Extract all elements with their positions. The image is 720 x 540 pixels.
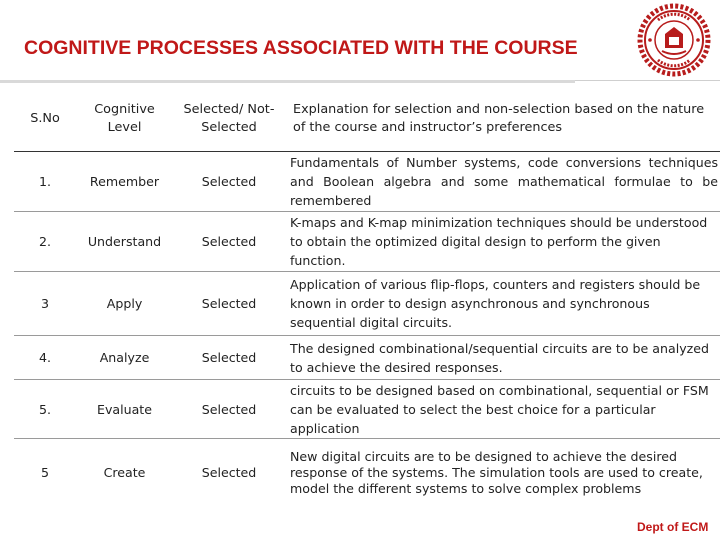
row-explanation: New digital circuits are to be designed to achieve the desired response of the systems. The simulation tools are used to create, model the different systems to solve complex problems [290, 448, 703, 496]
row-level: Evaluate [76, 380, 173, 439]
row-status: Selected [201, 465, 257, 481]
table-row [14, 212, 720, 272]
row-status: Selected [173, 336, 285, 380]
table-row [14, 152, 720, 212]
row-sno: 5 [40, 465, 49, 481]
row-status: Selected [173, 380, 285, 439]
page-title: COGNITIVE PROCESSES ASSOCIATED WITH THE COURSE [24, 37, 578, 59]
cognitive-levels-table [14, 86, 720, 507]
row-level: Create [103, 465, 146, 481]
row-sno: 4. [14, 336, 76, 380]
row-explanation: Application of various flip-flops, counters and registers should be known in order to design asynchronous and synchronous sequential digital circuits. [285, 272, 720, 336]
row-sno: 1. [14, 152, 76, 212]
row-explanation: Fundamentals of Number systems, code conversions techniques and Boolean algebra and some mathematical formulae to be remembered [285, 152, 720, 212]
row-level: Apply [76, 272, 173, 336]
title-divider-thin [575, 80, 720, 81]
header-explanation: Explanation for selection and non-selection based on the nature of the course and instructor’s preferences [285, 86, 720, 152]
row-sno: 5. [14, 380, 76, 439]
row-level: Understand [76, 212, 173, 272]
title-divider [0, 80, 575, 83]
row-explanation: circuits to be designed based on combinational, sequential or FSM can be evaluated to select the best choice for a particular application [285, 380, 720, 439]
row-status: Selected [173, 212, 285, 272]
row-sno: 3 [14, 272, 76, 336]
footer-department: Dept of ECM [637, 520, 709, 534]
table-row [14, 380, 720, 439]
row-explanation: The designed combinational/sequential circuits are to be analyzed to achieve the desired responses. [285, 336, 720, 380]
row-level: Analyze [76, 336, 173, 380]
row-status: Selected [173, 152, 285, 212]
table-row [14, 439, 720, 507]
university-seal-logo [630, 0, 718, 80]
header-selected: Selected/ Not-Selected [173, 86, 285, 152]
table-row [14, 336, 720, 380]
table-header-row [14, 86, 720, 152]
header-sno: S.No [14, 86, 76, 152]
row-status: Selected [173, 272, 285, 336]
row-level: Remember [76, 152, 173, 212]
row-explanation: K-maps and K-map minimization techniques should be understood to obtain the optimized digital design to perform the given function. [285, 212, 720, 272]
row-sno: 2. [14, 212, 76, 272]
header-cognitive-level: Cognitive Level [76, 86, 173, 152]
table-row [14, 272, 720, 336]
